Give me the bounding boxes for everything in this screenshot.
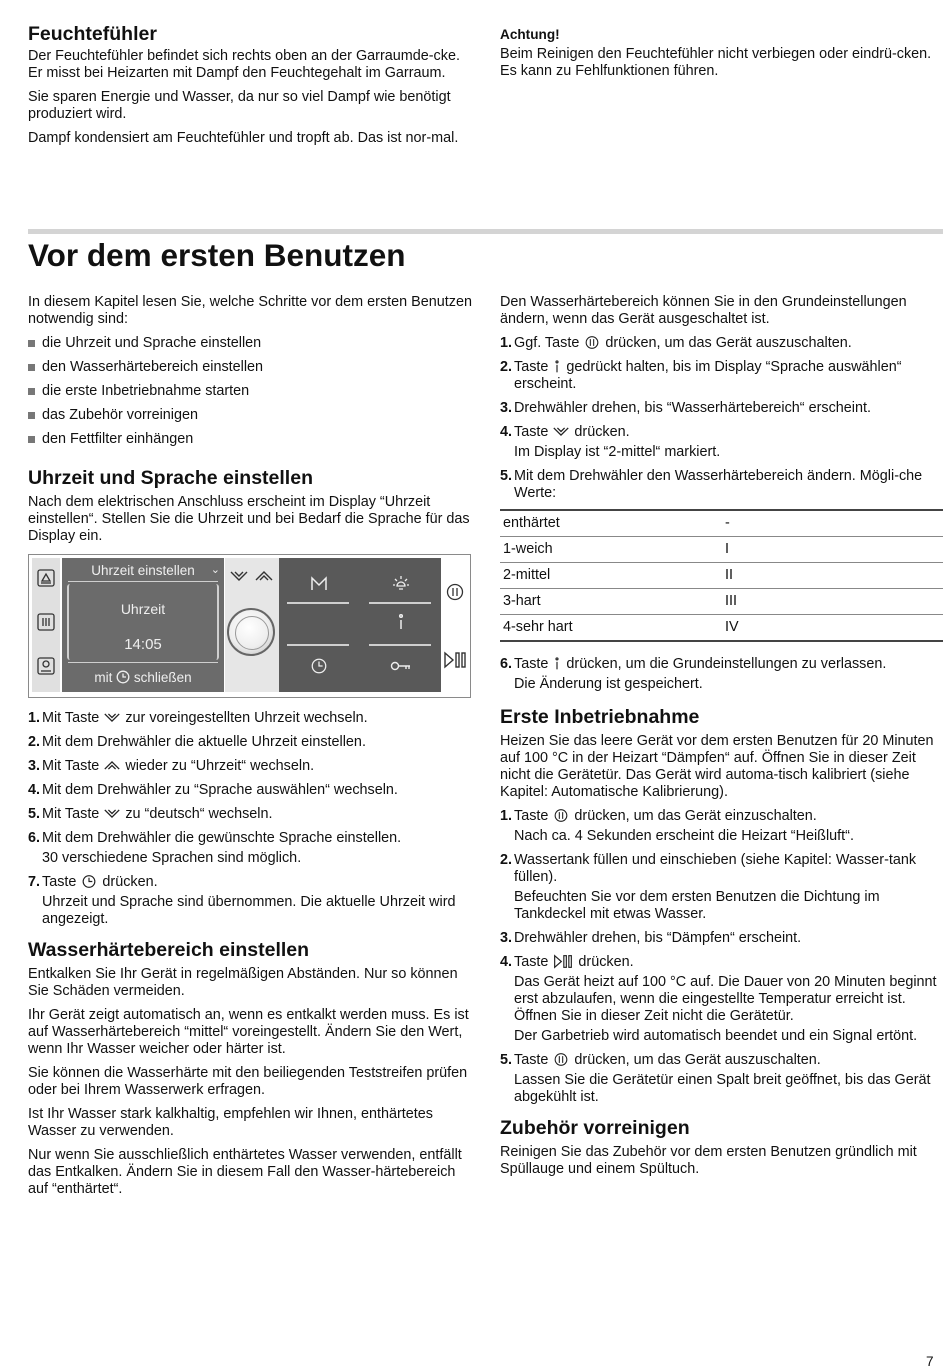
step-item [28, 830, 473, 867]
display-divider [68, 581, 218, 582]
clock-icon [116, 670, 130, 684]
left-column [28, 294, 473, 1205]
step-text: drücken, um das Gerät einzuschalten. [574, 808, 817, 824]
paragraph: Ist Ihr Wasser stark kalkhaltig, empfehlen wir Ihnen, enthärtetes Wasser zu verwenden. [28, 1106, 433, 1139]
power-icon [552, 1052, 570, 1067]
step-item [28, 710, 473, 727]
step-item [28, 874, 473, 928]
table-cell: III [722, 589, 943, 615]
step-text: drücken. [574, 424, 630, 440]
table-cell: 1-weich [500, 537, 722, 563]
table-cell: I [722, 537, 943, 563]
chevron-down-icon [229, 568, 249, 584]
chevron-up-icon [254, 568, 274, 584]
function-button-field [279, 558, 441, 692]
step-result: Der Garbetrieb wird automatisch beendet und ein Signal ertönt. [514, 1028, 918, 1044]
water-hardness-table [500, 509, 943, 642]
paragraph: Ihr Gerät zeigt automatisch an, wenn es entkalkt werden muss. Es ist auf Wasserhärtebereich “mittel“ voreingestellt. Ändern Sie den Wert, wenn Ihr Wasser weicher oder härter ist. [28, 1007, 469, 1057]
erste-title: Erste Inbetriebnahme [500, 706, 700, 728]
paragraph: Nur wenn Sie ausschließlich enthärtetes Wasser verwenden, entfällt das Entkalken. Ändern Sie in diesem Fall den Wasser-härtebereich auf “enthärtet“. [28, 1147, 462, 1197]
step-number: 4. [500, 954, 513, 970]
table-cell: 3-hart [500, 589, 722, 615]
power-icon [583, 335, 601, 350]
step-item [500, 656, 943, 693]
feuchtefuehler-title: Feuchtefühler [28, 23, 157, 45]
table-row [500, 563, 943, 589]
table-row [500, 615, 943, 642]
step-text: Mit dem Drehwähler die gewünschte Sprache einstellen. [42, 830, 402, 846]
step-text: wieder zu “Uhrzeit“ wechseln. [125, 758, 315, 774]
step-text: gedrückt halten, bis im Display “Sprache auswählen“ erscheint. [514, 359, 902, 392]
clock-icon [305, 654, 333, 678]
warning-title: Achtung! [500, 27, 560, 42]
step-result: Die Änderung ist gespeichert. [514, 676, 703, 692]
display-header: Uhrzeit einstellen [91, 563, 195, 578]
step-text: drücken. [578, 954, 634, 970]
settings-intro-text: Den Wasserhärtebereich können Sie in den Grundeinstellungen ändern, wenn das Gerät ausgeschaltet ist. [500, 294, 907, 327]
list-item: das Zubehör vorreinigen [28, 407, 473, 424]
step-number: 1. [28, 710, 41, 726]
step-number: 7. [28, 874, 41, 890]
step-text: Taste [514, 359, 549, 375]
step-number: 5. [500, 468, 513, 484]
table-cell: enthärtet [500, 510, 722, 537]
display-footer-post: schließen [133, 670, 192, 685]
dial-area [225, 558, 279, 692]
step-number: 1. [500, 808, 513, 824]
step-result: Befeuchten Sie vor dem ersten Benutzen die Dichtung im Tankdeckel mit etwas Wasser. [514, 889, 880, 922]
steam-mode-icon [34, 610, 58, 634]
step-item [500, 359, 943, 393]
light-icon [387, 572, 415, 596]
paragraph: Dampf kondensiert am Feuchtefühler und tropft ab. Das ist nor-mal. [28, 130, 459, 146]
key-lock-icon [387, 654, 415, 678]
button-divider [369, 602, 431, 604]
step-result: Im Display ist “2-mittel“ markiert. [514, 444, 721, 460]
step-text: Taste [514, 808, 549, 824]
step-item [500, 954, 943, 1045]
info-icon [387, 610, 415, 634]
paragraph: Sie sparen Energie und Wasser, da nur so viel Dampf wie benötigt produziert wird. [28, 89, 451, 122]
paragraph: Sie können die Wasserhärte mit den beiliegenden Teststreifen prüfen oder bei Ihrem Wasserwerk erfragen. [28, 1065, 468, 1098]
step-item [28, 734, 473, 751]
step-item [500, 852, 943, 923]
step-text: Taste [514, 1052, 549, 1068]
step-item [28, 782, 473, 799]
clock-icon [80, 874, 98, 889]
step-text: Drehwähler drehen, bis “Dämpfen“ erscheint. [514, 930, 802, 946]
intro-text: In diesem Kapitel lesen Sie, welche Schritte vor dem ersten Benutzen notwendig sind: [28, 294, 472, 327]
button-divider [287, 602, 349, 604]
step-item [500, 335, 943, 352]
step-text: Taste [514, 424, 549, 440]
step-item [500, 400, 943, 417]
step-text: drücken, um das Gerät auszuschalten. [574, 1052, 821, 1068]
list-item: die erste Inbetriebnahme starten [28, 383, 473, 400]
display-divider [68, 662, 218, 663]
list-item: die Uhrzeit und Sprache einstellen [28, 335, 473, 352]
step-text: Mit dem Drehwähler die aktuelle Uhrzeit einstellen. [42, 734, 366, 750]
wasser-steps [500, 335, 943, 502]
step-text: Taste [514, 954, 549, 970]
heating-mode-icon [34, 566, 58, 590]
chevron-down-icon [552, 424, 570, 439]
table-row [500, 510, 943, 537]
step-number: 2. [28, 734, 41, 750]
step-result: Das Gerät heizt auf 100 °C auf. Die Dauer von 20 Minuten beginnt erst abzulaufen, wenn die eingestellte Temperatur erreicht ist. Öffnen Sie in dieser Zeit nicht die Gerätetür. [514, 974, 937, 1024]
step-text: Taste [42, 874, 77, 890]
step-text: Mit Taste [42, 806, 100, 822]
table-cell: - [722, 510, 943, 537]
table-cell: IV [725, 619, 739, 635]
step-number: 3. [28, 758, 41, 774]
display-screen [62, 558, 224, 692]
feuchtefuehler-section [28, 22, 473, 154]
page-number: 7 [926, 1354, 934, 1369]
display-footer [62, 669, 224, 686]
warning-box [500, 22, 943, 87]
paragraph: Entkalken Sie Ihr Gerät in regelmäßigen Abständen. Nur so können Sie Schäden vermeiden. [28, 966, 458, 999]
step-text: Drehwähler drehen, bis “Wasserhärtebereich“ erscheint. [514, 400, 871, 416]
step-text: drücken, um das Gerät auszuschalten. [605, 335, 852, 351]
display-footer-pre: mit [94, 670, 113, 685]
chevron-down-icon [103, 806, 121, 821]
wasser-title: Wasserhärtebereich einstellen [28, 939, 310, 961]
step-text: drücken, um die Grundeinstellungen zu verlassen. [566, 656, 887, 672]
zubehoer-text: Reinigen Sie das Zubehör vor dem ersten Benutzen gründlich mit Spüllauge und einem Spültuch. [500, 1144, 917, 1177]
power-icon [445, 582, 465, 602]
erste-steps [500, 808, 943, 1106]
wasser-step-6 [500, 656, 943, 693]
power-icon [552, 808, 570, 823]
info-icon [552, 656, 562, 671]
step-item [500, 468, 943, 502]
step-item [500, 808, 943, 845]
warning-text: Beim Reinigen den Feuchtefühler nicht verbiegen oder eindrü-cken. Es kann zu Fehlfunktionen führen. [500, 46, 932, 79]
left-button-strip [32, 558, 60, 692]
step-number: 4. [500, 424, 513, 440]
step-text: Taste [514, 656, 549, 672]
step-number: 3. [500, 930, 513, 946]
step-number: 6. [500, 656, 513, 672]
step-number: 4. [28, 782, 41, 798]
step-item [500, 424, 943, 461]
start-pause-icon [443, 650, 467, 670]
step-number: 1. [500, 335, 513, 351]
step-text: drücken. [102, 874, 158, 890]
info-icon [552, 359, 562, 374]
display-chevron-icon: ⌄ [210, 564, 220, 576]
microwave-icon [305, 572, 333, 596]
step-number: 5. [500, 1052, 513, 1068]
start-pause-icon [552, 954, 574, 969]
table-row [500, 537, 943, 563]
water-tank-icon [34, 654, 58, 678]
step-item [500, 1052, 943, 1106]
right-button-strip [443, 558, 467, 692]
list-item: den Fettfilter einhängen [28, 431, 473, 448]
step-item [28, 758, 473, 775]
chapter-title: Vor dem ersten Benutzen [28, 237, 406, 273]
intro-bullet-list [28, 335, 473, 448]
chevron-up-icon [103, 758, 121, 773]
display-label: Uhrzeit [120, 601, 166, 617]
step-text: zur voreingestellten Uhrzeit wechseln. [125, 710, 368, 726]
step-text: Mit dem Drehwähler zu “Sprache auswählen“ wechseln. [42, 782, 398, 798]
step-text: Mit Taste [42, 710, 100, 726]
table-row [500, 589, 943, 615]
step-text: zu “deutsch“ wechseln. [125, 806, 273, 822]
right-column [500, 294, 943, 1185]
step-number: 5. [28, 806, 41, 822]
step-text: Wassertank füllen und einschieben (siehe Kapitel: Wasser-tank füllen). [514, 852, 917, 885]
button-divider [369, 644, 431, 646]
table-cell: II [722, 563, 943, 589]
zubehoer-title: Zubehör vorreinigen [500, 1117, 690, 1139]
step-number: 2. [500, 852, 513, 868]
step-number: 2. [500, 359, 513, 375]
rotary-selector-knob [227, 608, 275, 656]
step-result: Nach ca. 4 Sekunden erscheint die Heizart “Heißluft“. [514, 828, 854, 844]
chevron-down-icon [103, 710, 121, 725]
step-text: Mit Taste [42, 758, 100, 774]
step-text: Ggf. Taste [514, 335, 580, 351]
button-divider [287, 644, 349, 646]
step-text: Mit dem Drehwähler den Wasserhärtebereich ändern. Mögli-che Werte: [514, 468, 923, 501]
display-time: 14:05 [124, 636, 162, 653]
step-number: 6. [28, 830, 41, 846]
control-panel-illustration [28, 554, 471, 698]
step-result: Uhrzeit und Sprache sind übernommen. Die aktuelle Uhrzeit wird angezeigt. [42, 894, 456, 927]
step-result: Lassen Sie die Gerätetür einen Spalt breit geöffnet, bis das Gerät abgekühlt ist. [514, 1072, 931, 1105]
step-item [28, 806, 473, 823]
uhrzeit-text: Nach dem elektrischen Anschluss erscheint im Display “Uhrzeit einstellen“. Stellen Sie die Uhrzeit und bei Bedarf die Sprache für das Display ein. [28, 494, 470, 544]
erste-text: Heizen Sie das leere Gerät vor dem ersten Benutzen für 20 Minuten auf 100 °C in der Heizart “Dämpfen“ auf. Öffnen Sie in dieser Zeit nicht die Gerätetür. Das Gerät wird automa-tisch kalibriert (siehe Kapitel: Automatische Kalibrierung). [500, 733, 934, 800]
table-cell: 2-mittel [500, 563, 722, 589]
paragraph: Der Feuchtefühler befindet sich rechts oben an der Garraumde-cke. Er misst bei Heizarten mit Dampf den Feuchtegehalt im Garraum. [28, 48, 460, 81]
table-cell: 4-sehr hart [503, 619, 573, 635]
step-result: 30 verschiedene Sprachen sind möglich. [42, 850, 302, 866]
uhrzeit-steps [28, 710, 473, 928]
step-item [500, 930, 943, 947]
step-number: 3. [500, 400, 513, 416]
uhrzeit-title: Uhrzeit und Sprache einstellen [28, 467, 313, 489]
chapter-divider [28, 229, 943, 234]
list-item: den Wasserhärtebereich einstellen [28, 359, 473, 376]
